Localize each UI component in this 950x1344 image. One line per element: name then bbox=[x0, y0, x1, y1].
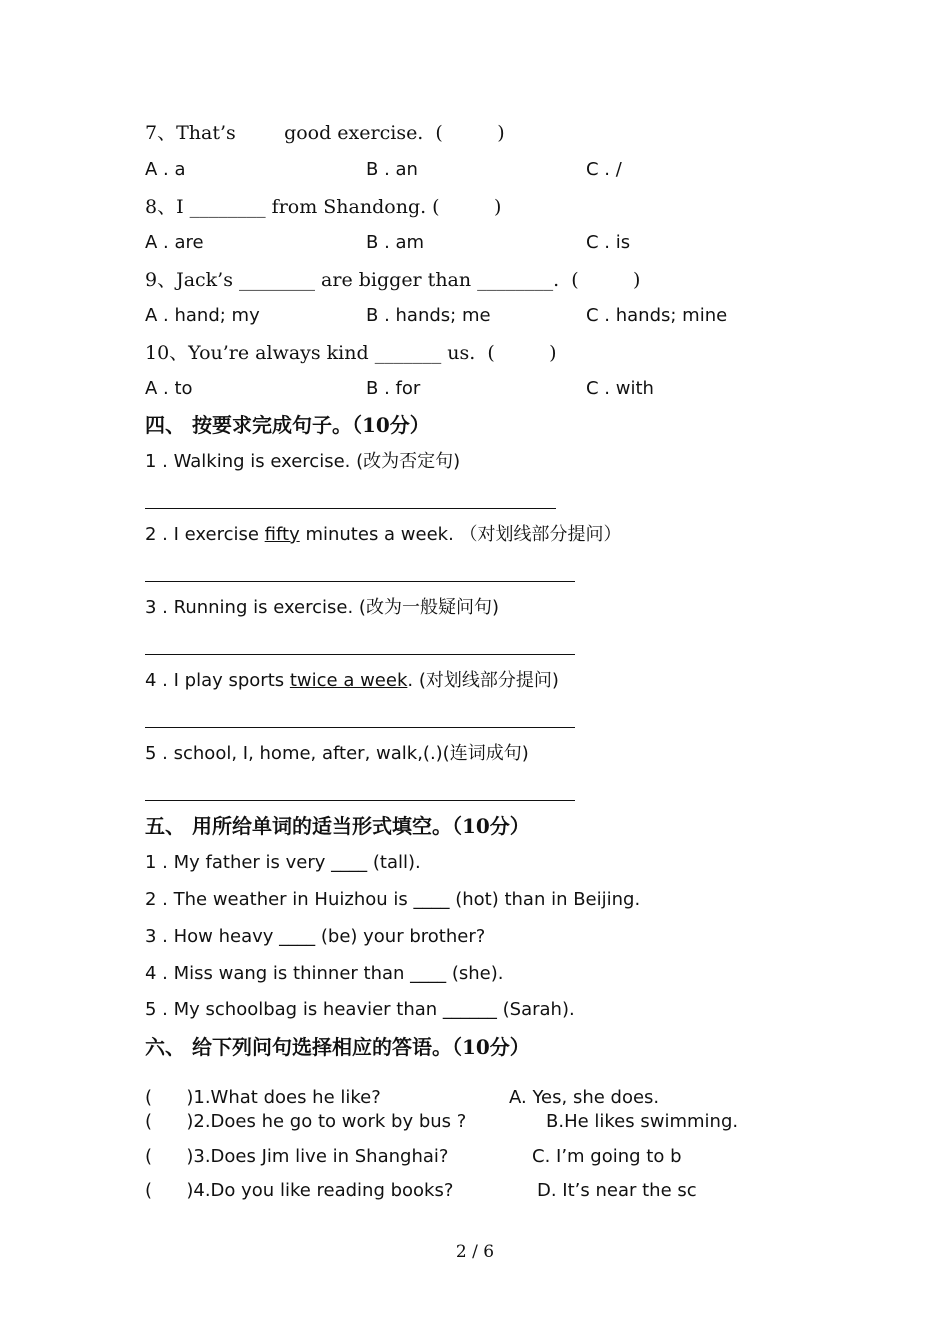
option-a: A . hand; my bbox=[145, 305, 260, 326]
question-10: 10、You’re always kind _______ us. ( ) bbox=[145, 342, 557, 364]
s6-answer-a: A. Yes, she does. bbox=[509, 1087, 660, 1108]
s4-item-5: 5 . school, I, home, after, walk,(.)(连词成句) bbox=[145, 743, 529, 764]
option-c: C . / bbox=[586, 159, 622, 180]
option-c: C . with bbox=[586, 378, 654, 399]
s5-item-2: 2 . The weather in Huizhou is ____ (hot) than in Beijing. bbox=[145, 889, 641, 910]
section-6-heading: 六、 给下列问句选择相应的答语。（10分） bbox=[145, 1035, 530, 1059]
option-a: A . to bbox=[145, 378, 193, 399]
s6-answer-b: B.He likes swimming. bbox=[546, 1111, 739, 1132]
question-7: 7、That’s good exercise. ( ) bbox=[145, 122, 505, 144]
option-b: B . for bbox=[366, 378, 421, 399]
s5-item-5: 5 . My schoolbag is heavier than ______ (Sarah). bbox=[145, 999, 575, 1020]
option-c: C . is bbox=[586, 232, 631, 253]
option-b: B . hands; me bbox=[366, 305, 491, 326]
answer-line bbox=[145, 654, 575, 655]
option-a: A . are bbox=[145, 232, 204, 253]
s6-answer-c: C. I’m going to b bbox=[532, 1146, 682, 1167]
section-4-heading: 四、 按要求完成句子。（10分） bbox=[145, 413, 430, 437]
section-5-heading: 五、 用所给单词的适当形式填空。（10分） bbox=[145, 814, 530, 838]
answer-line bbox=[145, 508, 556, 509]
s6-question-2: ( )2.Does he go to work by bus ? bbox=[145, 1111, 467, 1132]
option-b: B . am bbox=[366, 232, 425, 253]
s5-item-1: 1 . My father is very ____ (tall). bbox=[145, 852, 421, 873]
option-b: B . an bbox=[366, 159, 418, 180]
s4-item-4: 4 . I play sports twice a week. (对划线部分提问) bbox=[145, 670, 559, 691]
s6-question-4: ( )4.Do you like reading books? bbox=[145, 1180, 454, 1201]
underlined-phrase: twice a week bbox=[289, 670, 408, 691]
s6-question-1: ( )1.What does he like? bbox=[145, 1087, 381, 1108]
question-9: 9、Jack’s ________ are bigger than ________. ( ) bbox=[145, 269, 641, 291]
s4-item-1: 1 . Walking is exercise. (改为否定句) bbox=[145, 451, 461, 472]
question-8: 8、I ________ from Shandong. ( ) bbox=[145, 196, 502, 218]
answer-line bbox=[145, 800, 575, 801]
underlined-word: fifty bbox=[264, 524, 300, 545]
s6-answer-d: D. It’s near the sc bbox=[537, 1180, 697, 1201]
answer-line bbox=[145, 581, 575, 582]
s5-item-3: 3 . How heavy ____ (be) your brother? bbox=[145, 926, 486, 947]
s4-item-2: 2 . I exercise fifty minutes a week. （对划线部分提问） bbox=[145, 524, 622, 545]
option-c: C . hands; mine bbox=[586, 305, 728, 326]
s5-item-4: 4 . Miss wang is thinner than ____ (she). bbox=[145, 963, 504, 984]
s4-item-3: 3 . Running is exercise. (改为一般疑问句) bbox=[145, 597, 499, 618]
answer-line bbox=[145, 727, 575, 728]
page-number: 2 / 6 bbox=[455, 1242, 495, 1262]
option-a: A . a bbox=[145, 159, 186, 180]
s6-question-3: ( )3.Does Jim live in Shanghai? bbox=[145, 1146, 449, 1167]
